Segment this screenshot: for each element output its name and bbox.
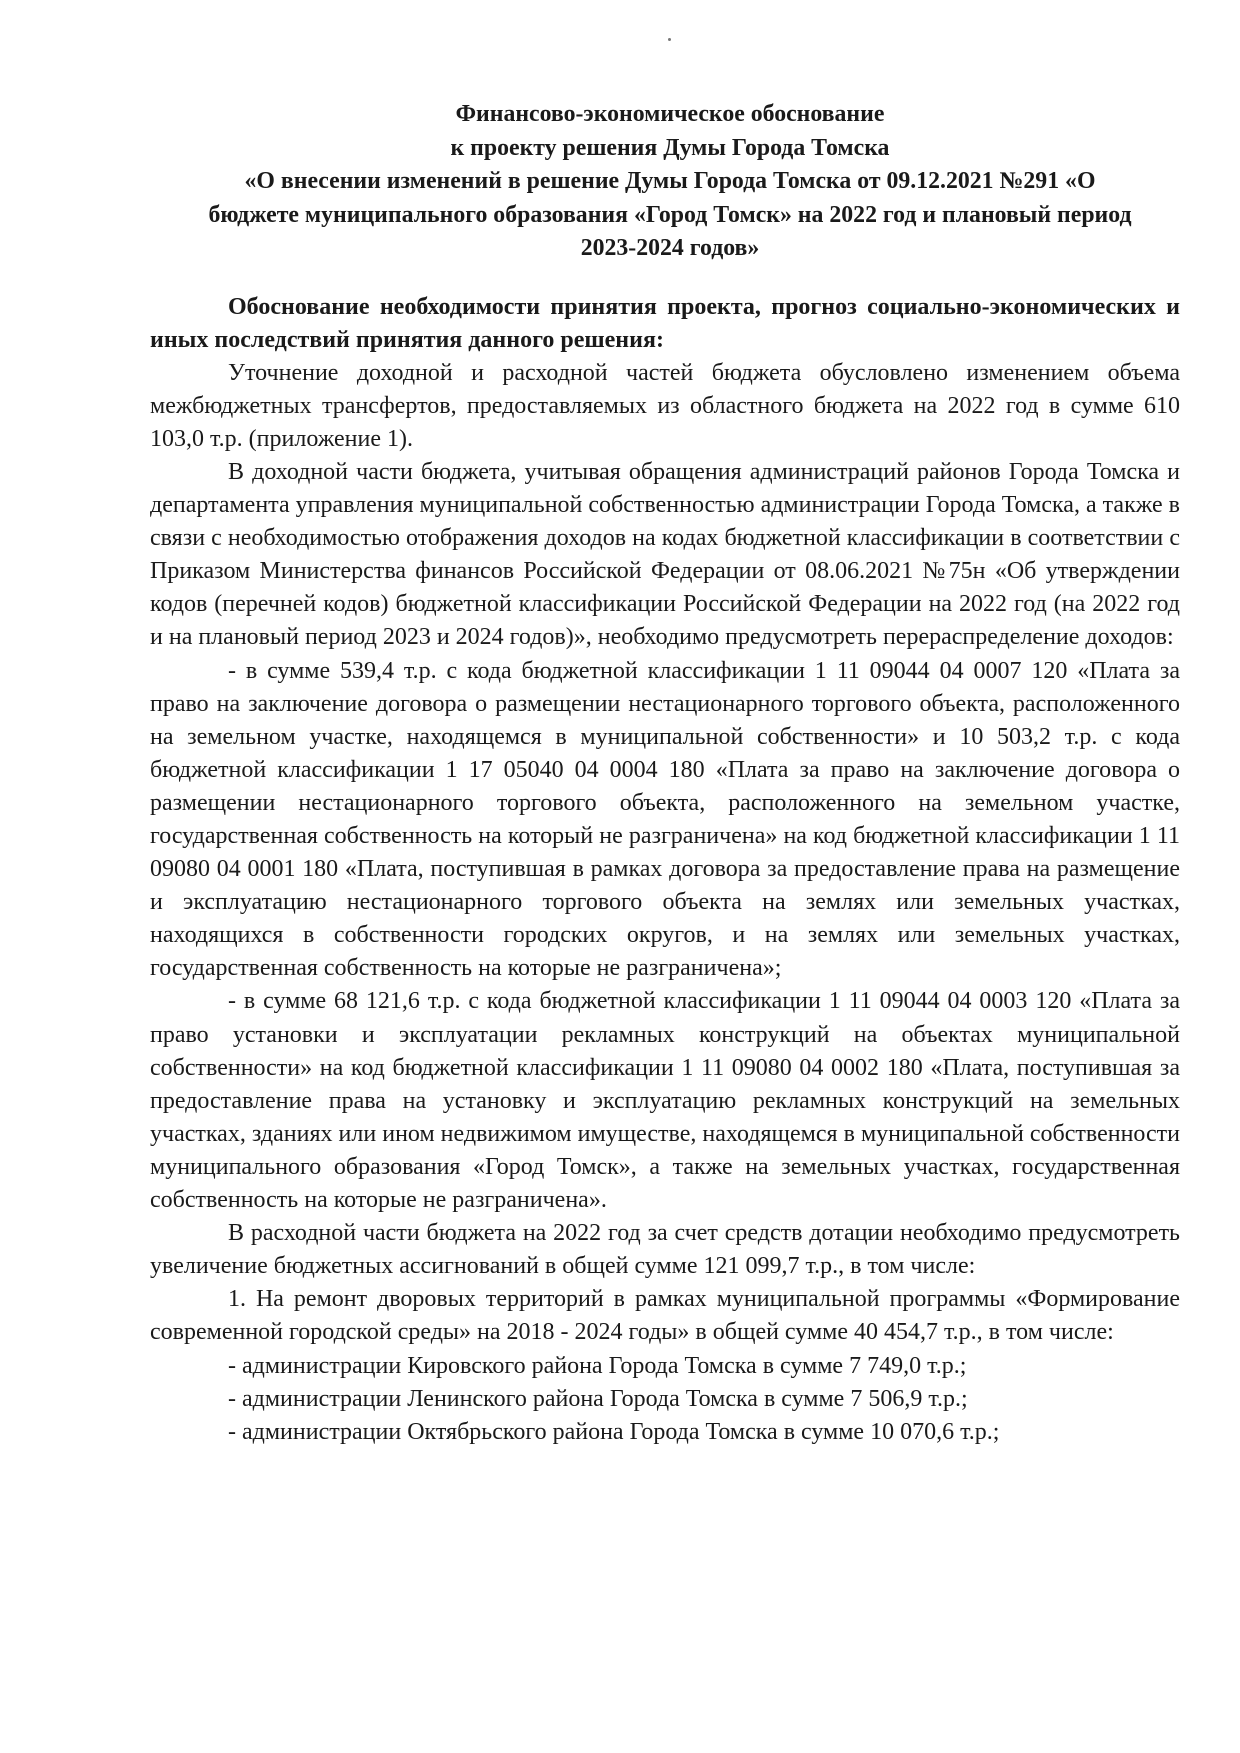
title-line-1: Финансово-экономическое обоснование [455,101,885,127]
paragraph-transfers: Уточнение доходной и расходной частей бюджета обусловлено изменением объема межбюджетных трансфертов, предоставляемых из областного бюджета на 2022 год в сумме 610 103,0 т.р. (приложение 1). [150,359,1180,452]
paragraph-expenses: В расходной части бюджета на 2022 год за счет средств дотации необходимо предусмотреть увеличение бюджетных ассигнований в общей сумме 121 099,7 т.р., в том числе: [150,1220,1180,1280]
title-line-3: «О внесении изменений в решение Думы Города Томска от 09.12.2021 №291 «О [244,168,1096,194]
paragraph-income-item-1: - в сумме 539,4 т.р. с кода бюджетной классификации 1 11 09044 04 0007 120 «Плата за право на заключение договора о размещении нестационарного торгового объекта, расположенного на земельном участке, находящемся в муниципальной собственности» и 10 503,2 т.р. с кода бюджетной классификации 1 17 05040 04 0004 180 «Плата за право на заключение договора о размещении нестационарного торгового объекта, расположенного на земельном участке, государственная собственность на который не разграничена» на код бюджетной классификации 1 11 09080 04 0001 180 «Плата, поступившая в рамках договора за предоставление права на размещение и эксплуатацию нестационарного торгового объекта на землях или земельных участках, находящихся в собственности городских округов, и на землях или земельных участках, государственная собственность на которые не разграничена»; [150,657,1180,982]
list-item-oktyabrsky: - администрации Октябрьского района Города Томска в сумме 10 070,6 т.р.; [228,1418,1000,1445]
section-heading: Обоснование необходимости принятия проекта, прогноз социально-экономических и иных последствий принятия данного решения: [150,293,1180,353]
paragraph-income-redistribution: В доходной части бюджета, учитывая обращения администраций районов Города Томска и департамента управления муниципальной собственностью администрации Города Томска, а также в связи с необходимостью отображения доходов на кодах бюджетной классификации в соответствии с Приказом Министерства финансов Российской Федерации от 08.06.2021 №75н «Об утверждении кодов (перечней кодов) бюджетной классификации Российской Федерации на 2022 год (на 2022 год и на плановый период 2023 и 2024 годов)», необходимо предусмотреть перераспределение доходов: [150,458,1180,651]
list-item-kirovsky: - администрации Кировского района Города Томска в сумме 7 749,0 т.р.; [228,1352,967,1379]
paragraph-income-item-2: - в сумме 68 121,6 т.р. с кода бюджетной классификации 1 11 09044 04 0003 120 «Плата за право установки и эксплуатации рекламных конструкций на объектах муниципальной собственности» на код бюджетной классификации 1 11 09080 04 0002 180 «Плата, поступившая за предоставление права на установку и эксплуатацию рекламных конструкций на земельных участках, зданиях или ином недвижимом имуществе, находящемся в муниципальной собственности муниципального образования «Город Томск», а также на земельных участках, государственная собственность на которые не разграничена». [150,988,1180,1214]
document-page [150,98,1180,1449]
list-item-leninsky: - администрации Ленинского района Города Томска в сумме 7 506,9 т.р.; [228,1385,968,1412]
title-line-4: бюджете муниципального образования «Город Томск» на 2022 год и плановый период [208,201,1132,228]
title-line-5: 2023-2024 годов» [580,235,760,261]
document-title [160,98,1180,266]
title-line-2: к проекту решения Думы Города Томска [450,134,890,161]
scan-speck [668,38,671,41]
paragraph-yard-repair: 1. На ремонт дворовых территорий в рамках муниципальной программы «Формирование современной городской среды» на 2018 - 2024 годы» в общей сумме 40 454,7 т.р., в том числе: [150,1286,1180,1346]
